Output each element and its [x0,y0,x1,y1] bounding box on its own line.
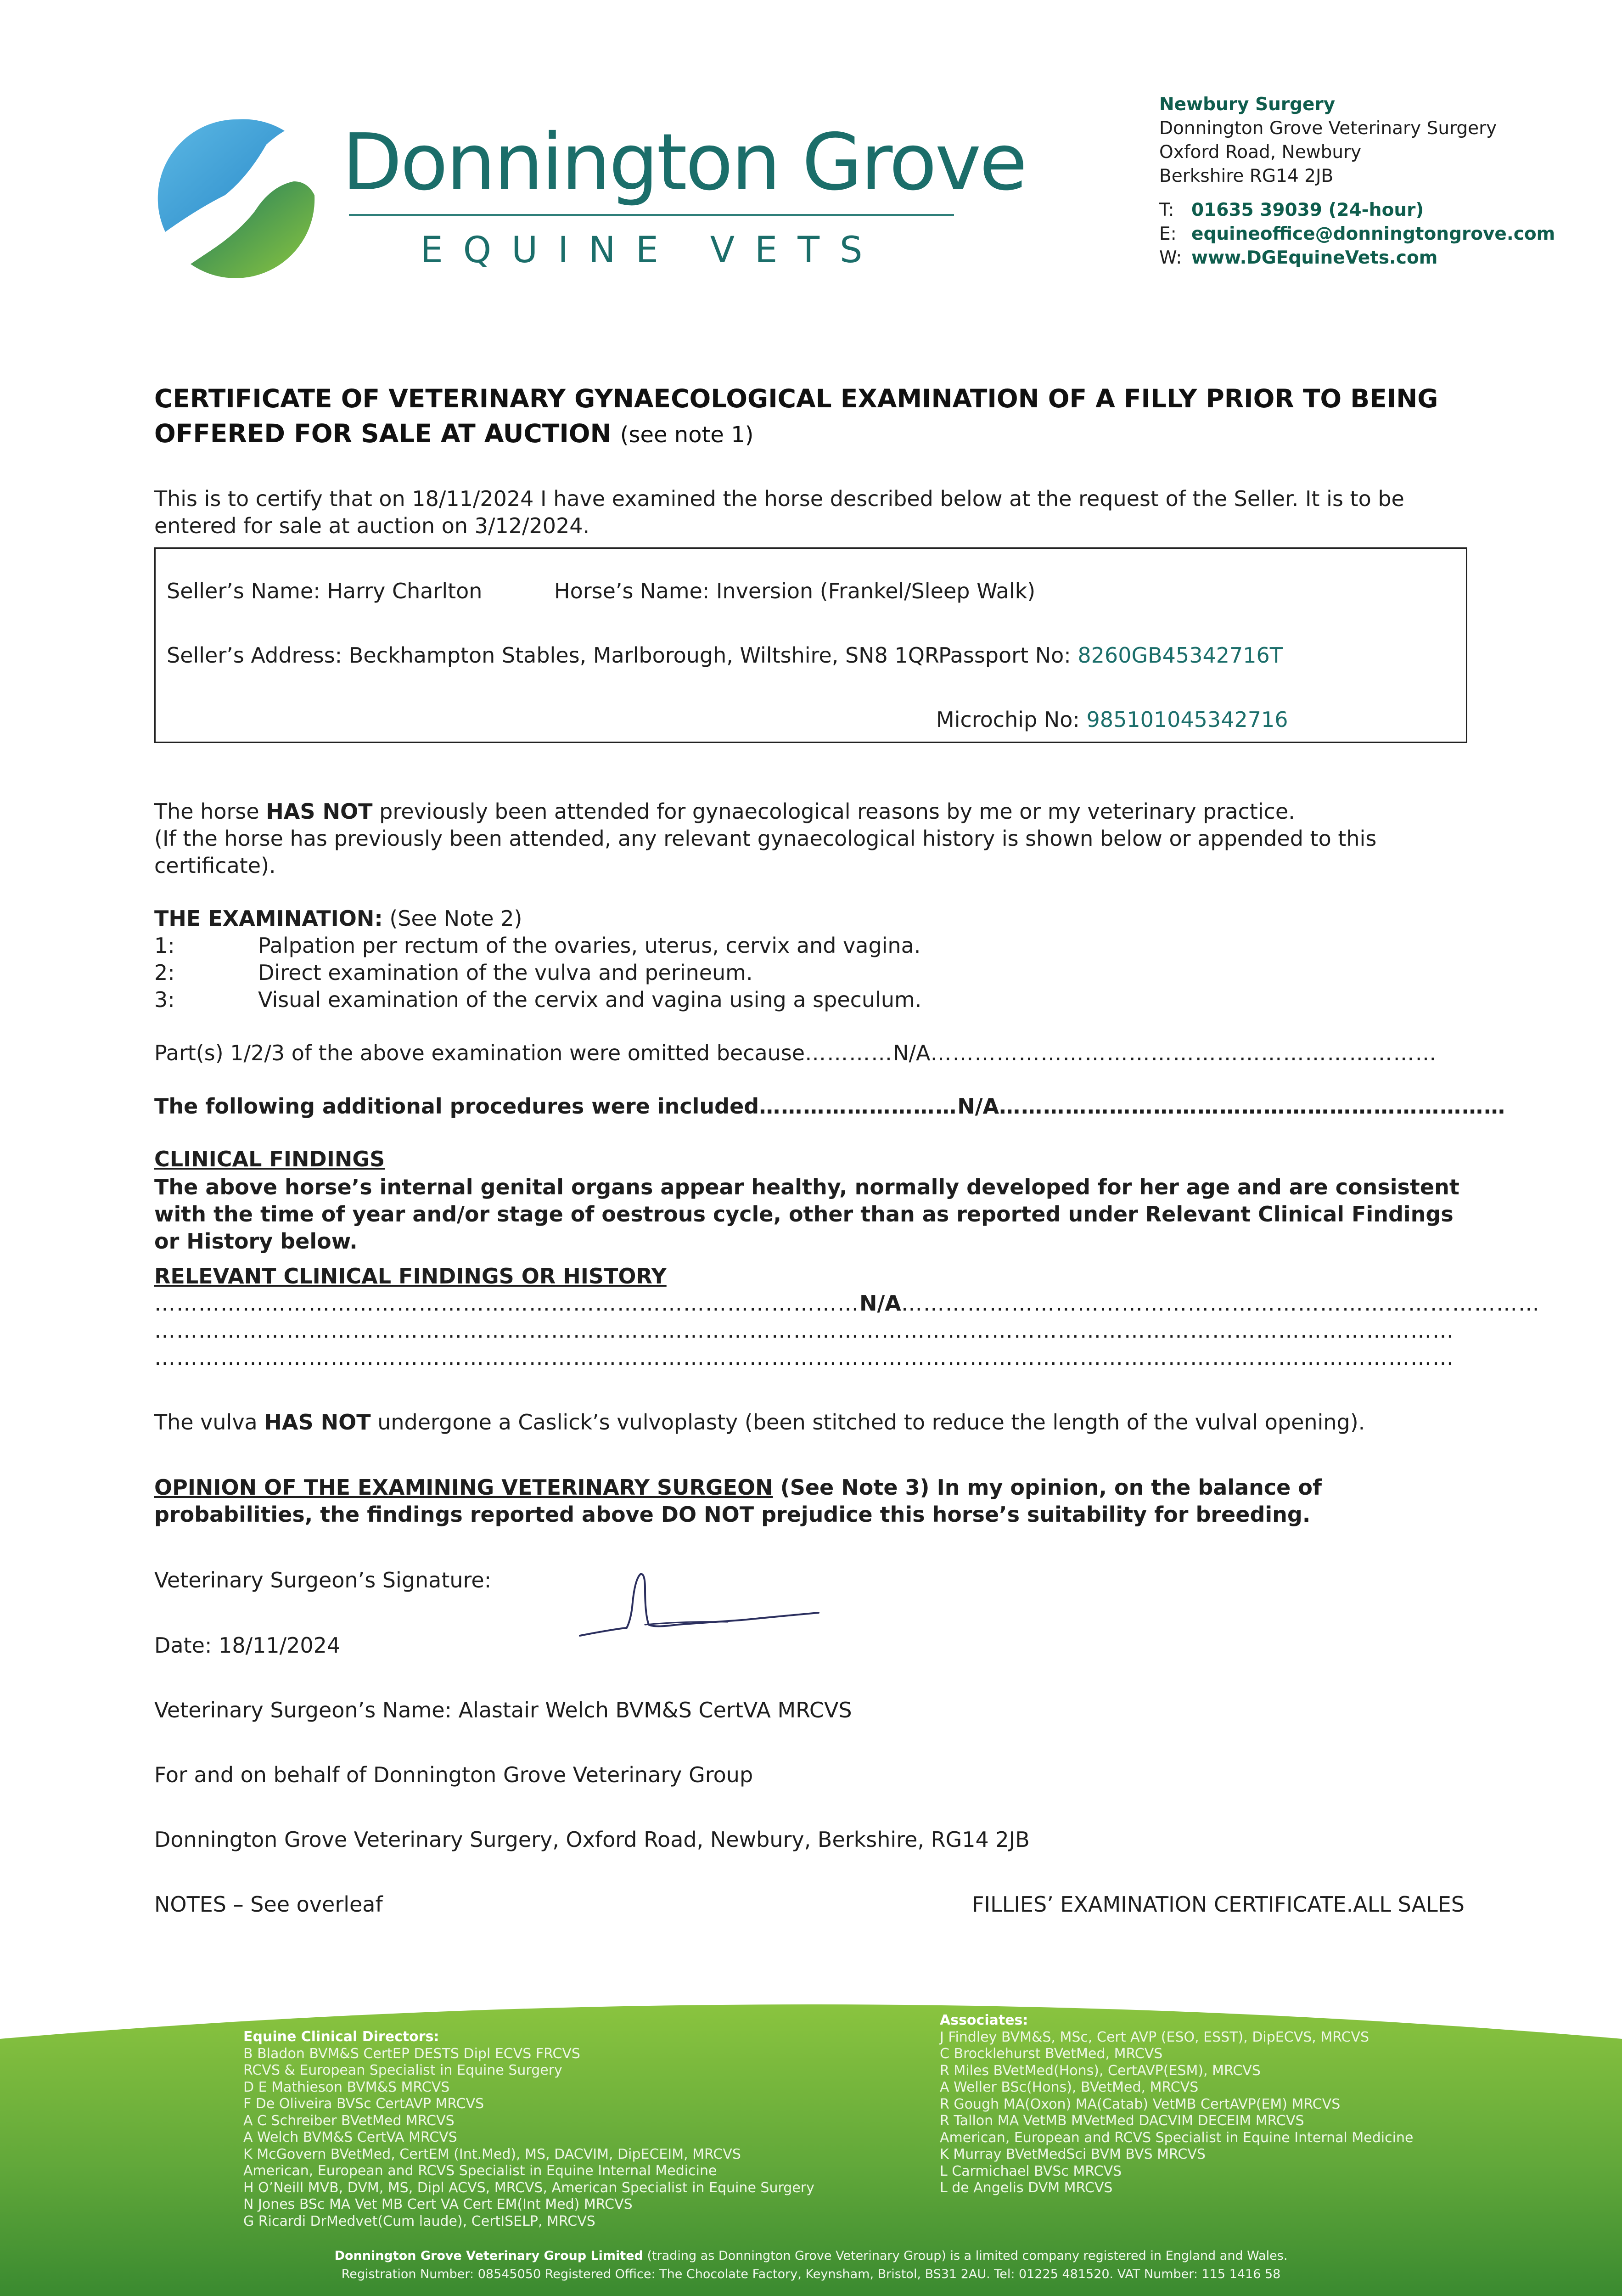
director-entry: B Bladon BVM&S CertEP DESTS Dipl ECVS FRCVS [243,2045,580,2062]
clinical-findings-heading: CLINICAL FINDINGS [154,1147,385,1171]
opinion-text: (See Note 3) In my opinion, on the balance of probabilities, the findings reported above DO NOT prejudice this horse’s suitability for breeding. [154,1475,1322,1527]
associate-entry: R Miles BVetMed(Hons), CertAVP(ESM), MRCVS [940,2062,1261,2079]
form-code: FILLIES’ EXAMINATION CERTIFICATE.ALL SALES [972,1892,1465,1917]
dotted-leader: …………………………………………………………… [930,1041,1437,1065]
attended-note: (If the horse has previously been attended, any relevant gynaecological history is shown below or appended to this certificate). [154,826,1377,878]
examination-heading-note: (See Note 2) [389,906,522,931]
director-entry: N Jones BSc MA Vet MB Cert VA Cert EM(Int Med) MRCVS [243,2196,633,2212]
dotted-leader: …………………………………………………………………………… [901,1291,1540,1316]
horse-name-label: Horse’s Name: [554,579,710,603]
associate-entry: American, European and RCVS Specialist in Equine Internal Medicine [940,2129,1414,2146]
associate-entry: R Tallon MA VetMB MVetMed DACVIM DECEIM MRCVS [940,2113,1304,2129]
vulva-suffix: undergone a Caslick’s vulvoplasty (been stitched to reduce the length of the vulval opening). [377,1410,1365,1435]
director-entry: American, European and RCVS Specialist in Equine Internal Medicine [243,2163,717,2179]
contact-block [1159,93,1555,270]
associate-entry: L Carmichael BVSc MRCVS [940,2163,1122,2179]
item-text: Direct examination of the vulva and perineum. [258,960,753,985]
address-line: Donnington Grove Veterinary Surgery [1159,118,1497,139]
attended-suffix: previously been attended for gynaecological reasons by me or my veterinary practice. [379,799,1295,824]
examination-item [154,987,921,1012]
website-link[interactable]: www.DGEquineVets.com [1191,248,1438,268]
associate-entry: K Murray BVetMedSci BVM BVS MRCVS [940,2146,1206,2162]
email-row [1159,222,1555,246]
director-entry: G Ricardi DrMedvet(Cum laude), CertISELP, MRCVS [243,2213,595,2229]
dotted-leader: ……………………… [759,1094,958,1119]
attended-prefix: The horse [154,799,259,824]
vulva-prefix: The vulva [154,1410,258,1435]
relevant-findings-line [154,1291,1540,1316]
director-entry: K McGovern BVetMed, CertEM (Int.Med), MS, DACVIM, DipECEIM, MRCVS [243,2146,741,2162]
company-name: Donnington Grove Veterinary Group Limited [334,2249,643,2263]
additional-row [154,1094,1506,1119]
directors-heading: Equine Clinical Directors: [243,2029,439,2045]
seller-address-value: Beckhampton Stables, Marlborough, Wiltshire, SN8 1QR [348,643,939,668]
behalf-line: For and on behalf of Donnington Grove Veterinary Group [154,1762,753,1787]
relevant-findings-heading: RELEVANT CLINICAL FINDINGS OR HISTORY [154,1264,667,1289]
company-statement [0,2249,1622,2263]
signature-label: Veterinary Surgeon’s Signature: [154,1568,492,1593]
examination-heading-row [154,906,522,931]
omitted-value: N/A [893,1041,931,1065]
director-entry: A Welch BVM&S CertVA MRCVS [243,2129,457,2145]
director-entry: F De Oliveira BVSc CertAVP MRCVS [243,2096,484,2112]
microchip-value: 985101045342716 [1086,707,1288,732]
associates-heading: Associates: [940,2012,1028,2028]
microchip-label: Microchip No: [936,707,1080,732]
omitted-prefix: Part(s) 1/2/3 of the above examination were omitted because [154,1041,805,1065]
attended-statement [154,798,1472,879]
brand-subtitle: EQUINE VETS [420,230,883,271]
surgery-address: Donnington Grove Veterinary Surgery, Oxford Road, Newbury, Berkshire, RG14 2JB [154,1827,1030,1852]
associate-entry: R Gough MA(Oxon) MA(Catab) VetMB CertAVP(EM) MRCVS [940,2096,1341,2112]
opinion-paragraph [154,1474,1476,1528]
brand-divider [349,214,954,216]
vulva-status: HAS NOT [264,1410,371,1435]
address-line: Oxford Road, Newbury [1159,142,1362,163]
email-label: E: [1159,224,1177,244]
associate-entry: L de Angelis DVM MRCVS [940,2180,1113,2196]
item-number: 1: [154,933,175,958]
signature-date: Date: 18/11/2024 [154,1633,341,1658]
director-entry: D E Mathieson BVM&S MRCVS [243,2079,450,2095]
intro-paragraph: This is to certify that on 18/11/2024 I have examined the horse described below at the request of the Seller. It is to be entered for sale at auction on 3/12/2024. [154,486,1404,538]
surgeon-name: Veterinary Surgeon’s Name: Alastair Welch BVM&S CertVA MRCVS [154,1698,852,1722]
item-number: 2: [154,960,175,985]
web-label: W: [1159,248,1182,268]
seller-address-field [167,643,939,668]
brand-name: Donnington Grove [342,117,1026,208]
associate-entry: A Weller BSc(Hons), BVetMed, MRCVS [940,2079,1199,2095]
notes-reference: NOTES – See overleaf [154,1892,383,1917]
web-row [1159,246,1555,270]
title-note: (see note 1) [620,422,754,448]
company-description: (trading as Donnington Grove Veterinary Group) is a limited company registered in England and Wales. [647,2249,1288,2263]
additional-prefix: The following additional procedures were included [154,1094,759,1119]
directors-list [243,2029,814,2230]
director-entry: H O’Neill MVB, DVM, MS, Dipl ACVS, MRCVS, American Specialist in Equine Surgery [243,2179,814,2196]
horse-details-box [154,547,1467,743]
seller-name-value: Harry Charlton [327,579,483,603]
associate-entry: C Brocklehurst BVetMed, MRCVS [940,2046,1163,2062]
email-link[interactable]: equineoffice@donningtongrove.com [1191,224,1555,244]
clinical-findings-text: The above horse’s internal genital organs appear healthy, normally developed for her age and are consistent with the time of year and/or stage of oestrous cycle, other than as reported under Relevant Clinical Findings or History below. [154,1175,1459,1254]
brand-logo-icon [156,117,319,280]
passport-field [938,643,1283,668]
seller-address-label: Seller’s Address: [167,643,342,668]
address-line: Berkshire RG14 2JB [1159,166,1334,186]
relevant-findings-line: …………………………………………………………………………………………………………………………………………………………… [154,1345,1454,1370]
seller-name-label: Seller’s Name: [167,579,320,603]
director-entry: RCVS & European Specialist in Equine Surgery [243,2062,562,2078]
item-number: 3: [154,987,175,1012]
phone-row [1159,198,1555,222]
associates-list [940,2012,1413,2197]
passport-label: Passport No: [938,643,1071,668]
seller-name-field [167,579,482,603]
microchip-field [936,707,1288,732]
horse-name-value: Inversion (Frankel/Sleep Walk) [716,579,1036,603]
registration-details: Registration Number: 08545050 Registered Office: The Chocolate Factory, Keynsham, Bristol, BS31 2AU. Tel: 01225 481520. VAT Number: 115 1416 58 [341,2267,1281,2281]
handwritten-signature [576,1570,822,1639]
surgery-name: Newbury Surgery [1159,94,1336,115]
vulva-statement [154,1410,1365,1435]
director-entry: A C Schreiber BVetMed MRCVS [243,2112,455,2129]
certificate-title [154,381,1472,452]
dotted-leader: …………………………………………………………… [999,1094,1506,1119]
dotted-leader: …………………………………………………………………………………… [154,1291,859,1316]
opinion-heading: OPINION OF THE EXAMINING VETERINARY SURGEON [154,1475,773,1500]
item-text: Palpation per rectum of the ovaries, uterus, cervix and vagina. [258,933,921,958]
relevant-findings-value: N/A [859,1291,901,1316]
additional-value: N/A [957,1094,999,1119]
horse-name-field [554,579,1035,603]
passport-value: 8260GB45342716T [1078,643,1283,668]
item-text: Visual examination of the cervix and vagina using a speculum. [258,987,922,1012]
examination-item [154,960,753,985]
phone-label: T: [1159,200,1174,220]
examination-heading: THE EXAMINATION: [154,906,383,931]
title-text: CERTIFICATE OF VETERINARY GYNAECOLOGICAL EXAMINATION OF A FILLY PRIOR TO BEING OFFERED FOR SALE AT AUCTION [154,384,1438,448]
phone-number[interactable]: 01635 39039 (24-hour) [1191,200,1424,220]
attended-status: HAS NOT [266,799,373,824]
omitted-row [154,1041,1437,1065]
dotted-leader: ………… [805,1041,893,1065]
examination-item [154,933,920,958]
relevant-findings-line: …………………………………………………………………………………………………………………………………………………………… [154,1318,1454,1343]
associate-entry: J Findley BVM&S, MSc, Cert AVP (ESO, ESST), DipECVS, MRCVS [940,2029,1369,2045]
